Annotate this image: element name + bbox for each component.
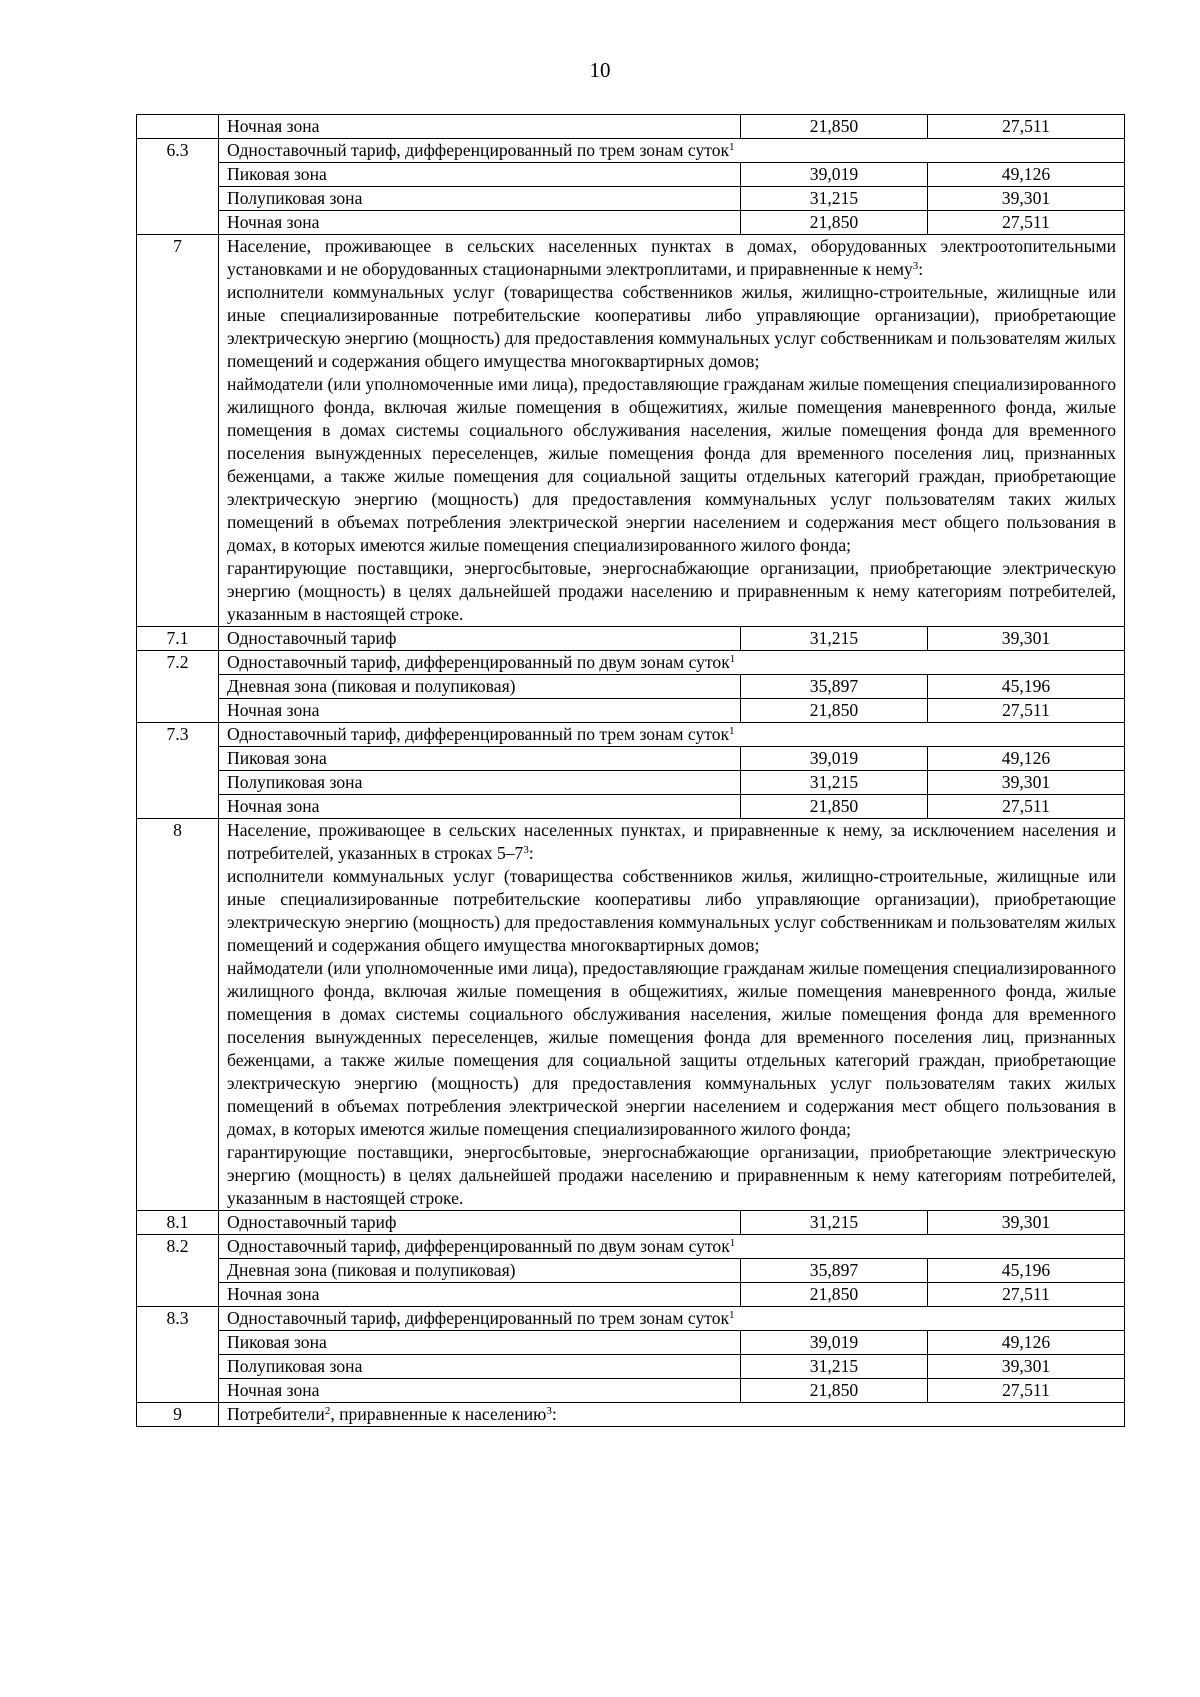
category-title <box>219 1403 1125 1427</box>
table-row <box>137 699 1125 723</box>
footnote-ref: 1 <box>729 1309 735 1321</box>
category-paragraph: гарантирующие поставщики, энергосбытовые, энергоснабжающие организации, приобретающие электрическую энергию (мощность) в целях дальнейшей продажи населению и приравненным к нему категориям потребителей, указанным в настоящей строке. <box>227 1142 1116 1208</box>
value-cell: 39,019 <box>741 163 928 187</box>
footnote-ref: 3 <box>912 260 919 272</box>
tariff-type-label: Одноставочный тариф <box>219 1211 741 1235</box>
tariff-type-text: Одноставочный тариф, дифференцированный по трем зонам суток <box>227 140 730 160</box>
table-row <box>137 1283 1125 1307</box>
category-description <box>219 819 1125 1211</box>
zone-label: Ночная зона <box>219 699 741 723</box>
category-intro-text: Население, проживающее в сельских населенных пунктах в домах, оборудованных электроотопительными установками и не оборудованных стационарными электроплитами, и приравненные к нему <box>227 236 1116 279</box>
category-intro <box>227 819 1116 865</box>
value-cell: 27,511 <box>928 699 1125 723</box>
row-number-cell: 7.3 <box>137 723 219 819</box>
table-row <box>137 139 1125 163</box>
value-cell: 27,511 <box>928 1379 1125 1403</box>
category-title-text: Потребители <box>227 1404 325 1424</box>
category-paragraph: гарантирующие поставщики, энергосбытовые, энергоснабжающие организации, приобретающие электрическую энергию (мощность) в целях дальнейшей продажи населению и приравненным к нему категориям потребителей, указанным в настоящей строке. <box>227 558 1116 624</box>
tariff-type-label <box>219 139 1125 163</box>
zone-label: Ночная зона <box>219 1283 741 1307</box>
category-intro <box>227 235 1116 281</box>
table-row <box>137 627 1125 651</box>
category-title-text: , приравненные к населению <box>330 1404 547 1424</box>
value-cell: 31,215 <box>741 627 928 651</box>
value-cell: 31,215 <box>741 1211 928 1235</box>
row-number-cell: 8.1 <box>137 1211 219 1235</box>
tariff-type-text: Одноставочный тариф, дифференцированный по трем зонам суток <box>227 1308 730 1328</box>
zone-label: Дневная зона (пиковая и полупиковая) <box>219 675 741 699</box>
zone-label: Полупиковая зона <box>219 771 741 795</box>
zone-label: Ночная зона <box>219 211 741 235</box>
value-cell: 21,850 <box>741 699 928 723</box>
table-row <box>137 771 1125 795</box>
row-number-cell: 7.1 <box>137 627 219 651</box>
table-row <box>137 1259 1125 1283</box>
tariff-type-label <box>219 1307 1125 1331</box>
zone-label: Ночная зона <box>219 115 741 139</box>
punctuation: : <box>551 1404 557 1424</box>
value-cell: 39,301 <box>928 187 1125 211</box>
table-row <box>137 651 1125 675</box>
tariff-type-label <box>219 723 1125 747</box>
zone-label: Ночная зона <box>219 795 741 819</box>
category-paragraph: исполнители коммунальных услуг (товарищества собственников жилья, жилищно-строительные, жилищные или иные специализированные потребительские кооперативы либо управляющие организации), приобретающие электрическую энергию (мощность) для предоставления коммунальных услуг собственникам и пользователям жилых помещений и содержания общего имущества многоквартирных домов; <box>227 282 1116 371</box>
table-row <box>137 1331 1125 1355</box>
value-cell: 49,126 <box>928 747 1125 771</box>
value-cell: 39,301 <box>928 771 1125 795</box>
row-number-cell: 7.2 <box>137 651 219 723</box>
table-row <box>137 1235 1125 1259</box>
category-paragraph: наймодатели (или уполномоченные ими лица), предоставляющие гражданам жилые помещения специализированного жилищного фонда, включая жилые помещения в общежитиях, жилые помещения маневренного фонда, жилые помещения в домах системы социального обслуживания населения, жилые помещения фонда для временного поселения вынужденных переселенцев, жилые помещения фонда для временного поселения лиц, признанных беженцами, а также жилые помещения для социальной защиты отдельных категорий граждан, приобретающие электрическую энергию (мощность) для предоставления коммунальных услуг пользователям таких жилых помещений в объемах потребления электрической энергии населением и содержания мест общего пользования в домах, в которых имеются жилые помещения специализированного жилого фонда; <box>227 374 1116 555</box>
footnote-ref: 3 <box>523 844 529 856</box>
table-row <box>137 1355 1125 1379</box>
tariff-table <box>136 114 1125 1427</box>
category-paragraph: наймодатели (или уполномоченные ими лица), предоставляющие гражданам жилые помещения специализированного жилищного фонда, включая жилые помещения в общежитиях, жилые помещения маневренного фонда, жилые помещения в домах системы социального обслуживания населения, жилые помещения фонда для временного поселения вынужденных переселенцев, жилые помещения фонда для временного поселения лиц, признанных беженцами, а также жилые помещения для социальной защиты отдельных категорий граждан, приобретающие электрическую энергию (мощность) для предоставления коммунальных услуг пользователям таких жилых помещений в объемах потребления электрической энергии населением и содержания мест общего пользования в домах, в которых имеются жилые помещения специализированного жилого фонда; <box>227 958 1116 1139</box>
value-cell: 27,511 <box>928 1283 1125 1307</box>
table-row <box>137 115 1125 139</box>
value-cell: 39,301 <box>928 1355 1125 1379</box>
table-row <box>137 819 1125 1211</box>
row-number-cell: 8.3 <box>137 1307 219 1403</box>
tariff-type-label: Одноставочный тариф <box>219 627 741 651</box>
table-row <box>137 211 1125 235</box>
footnote-ref: 1 <box>729 725 735 737</box>
category-paragraph: исполнители коммунальных услуг (товарищества собственников жилья, жилищно-строительные, жилищные или иные специализированные потребительские кооперативы либо управляющие организации), приобретающие электрическую энергию (мощность) для предоставления коммунальных услуг собственникам и пользователям жилых помещений и содержания общего имущества многоквартирных домов; <box>227 866 1116 955</box>
table-row <box>137 1403 1125 1427</box>
value-cell: 31,215 <box>741 771 928 795</box>
value-cell: 39,301 <box>928 1211 1125 1235</box>
value-cell: 45,196 <box>928 1259 1125 1283</box>
zone-label: Пиковая зона <box>219 747 741 771</box>
value-cell: 21,850 <box>741 795 928 819</box>
row-number-cell: 7 <box>137 235 219 627</box>
value-cell: 39,019 <box>741 1331 928 1355</box>
table-row <box>137 747 1125 771</box>
table-row <box>137 187 1125 211</box>
value-cell: 21,850 <box>741 1283 928 1307</box>
row-number-cell: 6.3 <box>137 139 219 235</box>
value-cell: 45,196 <box>928 675 1125 699</box>
row-number-cell: 8 <box>137 819 219 1211</box>
value-cell: 21,850 <box>741 211 928 235</box>
zone-label: Пиковая зона <box>219 163 741 187</box>
zone-label: Дневная зона (пиковая и полупиковая) <box>219 1259 741 1283</box>
value-cell: 49,126 <box>928 163 1125 187</box>
table-row <box>137 1307 1125 1331</box>
punctuation: : <box>918 259 924 279</box>
value-cell: 27,511 <box>928 795 1125 819</box>
page-number: 10 <box>589 58 611 82</box>
footnote-ref: 2 <box>324 1405 331 1417</box>
value-cell: 31,215 <box>741 187 928 211</box>
value-cell: 35,897 <box>741 1259 928 1283</box>
row-number-cell <box>137 115 219 139</box>
value-cell: 39,301 <box>928 627 1125 651</box>
tariff-type-text: Одноставочный тариф, дифференцированный по трем зонам суток <box>227 724 730 744</box>
value-cell: 49,126 <box>928 1331 1125 1355</box>
value-cell: 35,897 <box>741 675 928 699</box>
category-description <box>219 235 1125 627</box>
table-row <box>137 723 1125 747</box>
table-row <box>137 795 1125 819</box>
zone-label: Пиковая зона <box>219 1331 741 1355</box>
footnote-ref: 1 <box>729 1237 736 1249</box>
zone-label: Полупиковая зона <box>219 1355 741 1379</box>
footnote-ref: 1 <box>729 141 735 153</box>
tariff-type-label <box>219 651 1125 675</box>
tariff-type-text: Одноставочный тариф, дифференцированный по двум зонам суток <box>227 1236 730 1256</box>
tariff-type-label <box>219 1235 1125 1259</box>
value-cell: 21,850 <box>741 115 928 139</box>
value-cell: 27,511 <box>928 115 1125 139</box>
footnote-ref: 3 <box>546 1405 552 1417</box>
category-intro-text: Население, проживающее в сельских населенных пунктах, и приравненные к нему, за исключением населения и потребителей, указанных в строках 5–7 <box>227 820 1116 863</box>
value-cell: 21,850 <box>741 1379 928 1403</box>
table-row <box>137 235 1125 627</box>
footnote-ref: 1 <box>729 653 736 665</box>
value-cell: 39,019 <box>741 747 928 771</box>
table-row <box>137 1211 1125 1235</box>
row-number-cell: 9 <box>137 1403 219 1427</box>
tariff-type-text: Одноставочный тариф, дифференцированный по двум зонам суток <box>227 652 730 672</box>
table-row <box>137 163 1125 187</box>
value-cell: 27,511 <box>928 211 1125 235</box>
value-cell: 31,215 <box>741 1355 928 1379</box>
row-number-cell: 8.2 <box>137 1235 219 1307</box>
punctuation: : <box>528 843 534 863</box>
table-row <box>137 675 1125 699</box>
table-row <box>137 1379 1125 1403</box>
zone-label: Ночная зона <box>219 1379 741 1403</box>
zone-label: Полупиковая зона <box>219 187 741 211</box>
